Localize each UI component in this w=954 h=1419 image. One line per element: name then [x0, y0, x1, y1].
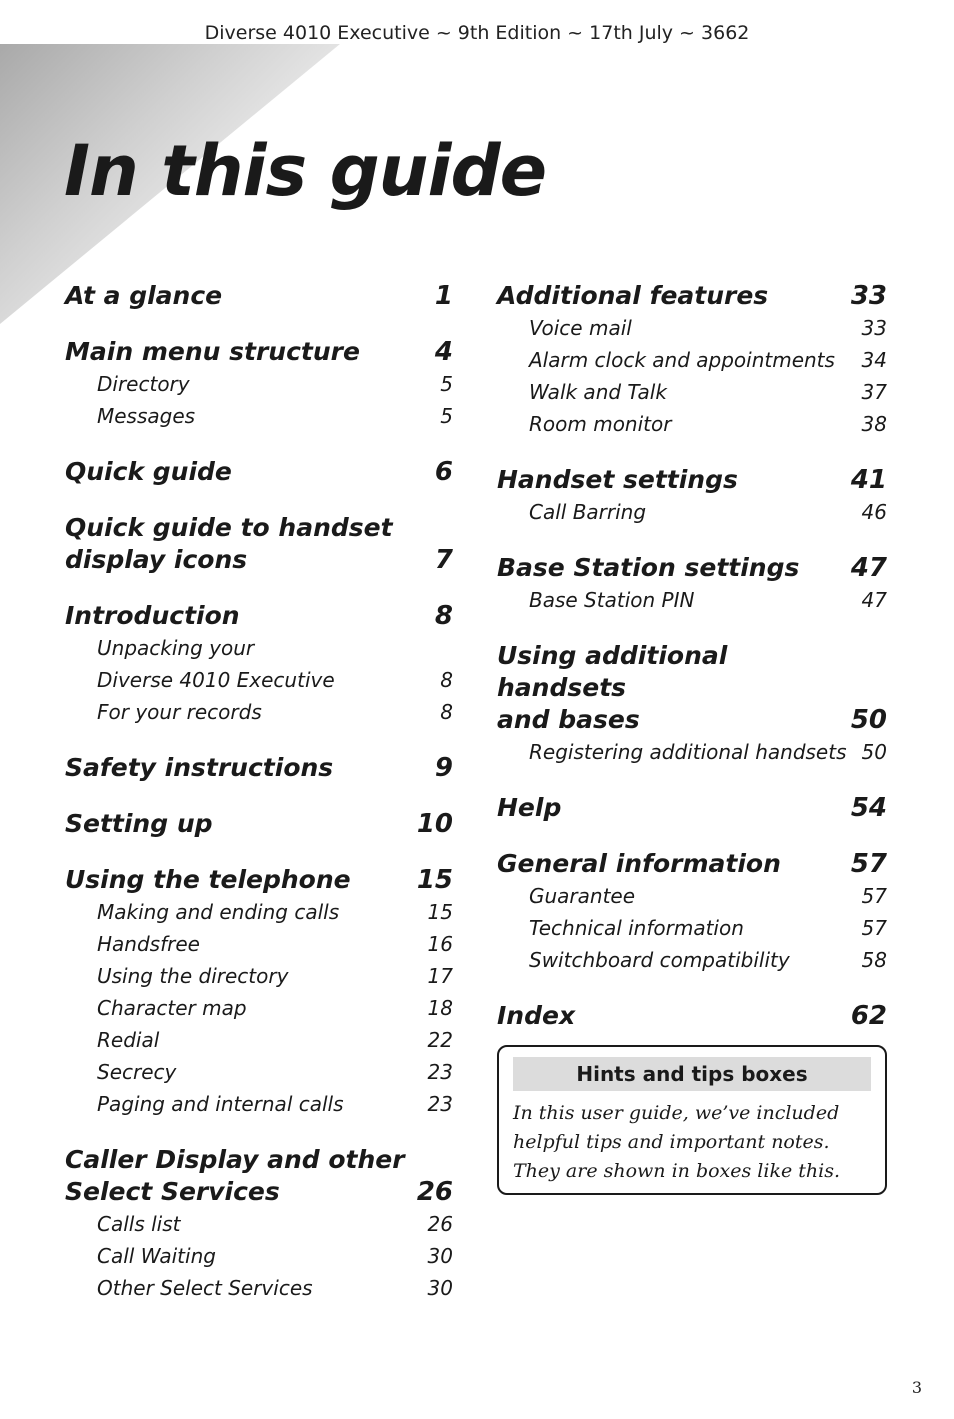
toc-section-title: Setting up [65, 809, 213, 838]
toc-subentry-page: 8 [440, 668, 453, 692]
toc-section [65, 456, 453, 488]
toc-section-title: Caller Display and other Select Services [65, 1145, 405, 1206]
toc-section-title: Index [497, 1001, 576, 1030]
toc-subentry-title: Directory [97, 372, 190, 396]
toc-section-title: Help [497, 793, 562, 822]
toc-section-title: Quick guide [65, 457, 232, 486]
toc-section-page: 50 [850, 705, 887, 735]
toc-subentry-title: Paging and internal calls [97, 1092, 344, 1116]
toc-section-entry[interactable] [497, 1000, 887, 1032]
toc-subentry-page: 8 [440, 700, 453, 724]
toc-section-page: 8 [434, 601, 453, 631]
toc-section [497, 552, 887, 616]
toc-subentry-page: 34 [861, 348, 887, 372]
toc-subentry-title: Alarm clock and appointments [529, 348, 835, 372]
toc-subentry-title: Base Station PIN [529, 588, 695, 612]
toc-subentry[interactable] [497, 408, 887, 440]
toc-subentry-title: Technical information [529, 916, 744, 940]
toc-subentry-page: 16 [427, 932, 453, 956]
toc-subentry-page: 5 [440, 404, 453, 428]
toc-section-page: 4 [434, 337, 453, 367]
toc-section [497, 848, 887, 976]
toc-section-page: 54 [850, 793, 887, 823]
toc-section-entry[interactable] [65, 512, 453, 576]
toc-section-title: Using the telephone [65, 865, 351, 894]
toc-section [65, 336, 453, 432]
toc-subentry-title: Calls list [97, 1212, 181, 1236]
toc-subentry[interactable] [65, 960, 453, 992]
toc-section [497, 280, 887, 440]
toc-subentry[interactable] [65, 1024, 453, 1056]
toc-subentry-title: Call Barring [529, 500, 647, 524]
toc-section-page: 9 [434, 753, 453, 783]
toc-section [65, 280, 453, 312]
toc-subentry-page: 57 [861, 916, 887, 940]
toc-section-entry[interactable] [65, 752, 453, 784]
toc-section-entry[interactable] [65, 808, 453, 840]
toc-subentry-page: 5 [440, 372, 453, 396]
toc-section-entry[interactable] [497, 640, 887, 736]
toc-subentry-title: Registering additional handsets [529, 740, 847, 764]
toc-subentry-page: 23 [427, 1092, 453, 1116]
toc-section-entry[interactable] [65, 864, 453, 896]
toc-section [65, 512, 453, 576]
toc-subentry[interactable] [497, 880, 887, 912]
hints-tips-heading: Hints and tips boxes [513, 1057, 871, 1091]
toc-subentry-page: 30 [427, 1276, 453, 1300]
toc-subentry[interactable] [497, 736, 887, 768]
toc-subentry[interactable] [65, 632, 453, 696]
toc-subentry-title: Switchboard compatibility [529, 948, 790, 972]
toc-section-page: 1 [434, 281, 453, 311]
toc-subentry-title: Redial [97, 1028, 160, 1052]
toc-section-title: Using additional handsets and bases [497, 641, 728, 734]
toc-subentry-title: For your records [97, 700, 262, 724]
toc-section [65, 752, 453, 784]
toc-section [497, 464, 887, 528]
toc-subentry-page: 37 [861, 380, 887, 404]
running-header: Diverse 4010 Executive ~ 9th Edition ~ 17th July ~ 3662 [204, 22, 750, 44]
toc-subentry-page: 22 [427, 1028, 453, 1052]
toc-section-title: Handset settings [497, 465, 738, 494]
toc-subentry-title: Secrecy [97, 1060, 177, 1084]
toc-section-page: 15 [416, 865, 453, 895]
toc-section-entry[interactable] [65, 600, 453, 632]
toc-subentry-title: Call Waiting [97, 1244, 216, 1268]
toc-subentry-title: Room monitor [529, 412, 672, 436]
toc-section-entry[interactable] [65, 336, 453, 368]
toc-subentry-title: Character map [97, 996, 247, 1020]
toc-subentry[interactable] [65, 1056, 453, 1088]
toc-subentry[interactable] [65, 1240, 453, 1272]
toc-right-column [497, 280, 887, 1056]
page-number: 3 [911, 1378, 922, 1397]
toc-section-entry[interactable] [497, 792, 887, 824]
toc-section-page: 26 [416, 1177, 453, 1207]
toc-subentry-page: 26 [427, 1212, 453, 1236]
toc-section-title: Main menu structure [65, 337, 360, 366]
toc-section-entry[interactable] [65, 1144, 453, 1208]
toc-section-page: 62 [850, 1001, 887, 1031]
toc-subentry[interactable] [497, 912, 887, 944]
toc-subentry-page: 18 [427, 996, 453, 1020]
toc-section-page: 7 [434, 545, 453, 575]
toc-section-title: Safety instructions [65, 753, 334, 782]
toc-subentry[interactable] [497, 584, 887, 616]
toc-subentry-title: Walk and Talk [529, 380, 667, 404]
toc-subentry-page: 30 [427, 1244, 453, 1268]
toc-section [497, 640, 887, 768]
toc-subentry-page: 17 [427, 964, 453, 988]
toc-section-page: 41 [850, 465, 887, 495]
toc-section-title: Introduction [65, 601, 240, 630]
toc-section [65, 1144, 453, 1304]
toc-section [497, 1000, 887, 1032]
toc-subentry[interactable] [65, 368, 453, 400]
toc-subentry-page: 33 [861, 316, 887, 340]
toc-section-page: 47 [850, 553, 887, 583]
toc-section-title: Base Station settings [497, 553, 800, 582]
toc-subentry[interactable] [497, 944, 887, 976]
toc-subentry-title: Using the directory [97, 964, 289, 988]
toc-subentry[interactable] [65, 896, 453, 928]
toc-section-page: 6 [434, 457, 453, 487]
toc-subentry[interactable] [65, 400, 453, 432]
toc-section-entry[interactable] [497, 464, 887, 496]
toc-subentry-page: 57 [861, 884, 887, 908]
toc-section [65, 600, 453, 728]
toc-section-entry[interactable] [497, 280, 887, 312]
toc-subentry-title: Handsfree [97, 932, 200, 956]
toc-section-entry[interactable] [497, 848, 887, 880]
toc-section-title: At a glance [65, 281, 223, 310]
toc-section-page: 57 [850, 849, 887, 879]
toc-subentry-title: Making and ending calls [97, 900, 340, 924]
toc-section-entry[interactable] [65, 456, 453, 488]
toc-section [65, 864, 453, 1120]
toc-subentry[interactable] [65, 1272, 453, 1304]
toc-section [497, 792, 887, 824]
toc-section [65, 808, 453, 840]
toc-subentry-page: 23 [427, 1060, 453, 1084]
page-title: In this guide [64, 130, 547, 212]
toc-subentry-page: 46 [861, 500, 887, 524]
toc-subentry[interactable] [497, 312, 887, 344]
toc-subentry[interactable] [65, 928, 453, 960]
toc-section-title: General information [497, 849, 781, 878]
toc-subentry-title: Other Select Services [97, 1276, 313, 1300]
toc-subentry-title: Guarantee [529, 884, 636, 908]
toc-subentry-page: 38 [861, 412, 887, 436]
toc-section-title: Quick guide to handset display icons [65, 513, 393, 574]
toc-section-entry[interactable] [65, 280, 453, 312]
toc-subentry[interactable] [65, 1088, 453, 1120]
toc-subentry[interactable] [65, 696, 453, 728]
toc-section-page: 33 [850, 281, 887, 311]
toc-subentry-page: 47 [861, 588, 887, 612]
hints-tips-body: In this user guide, we’ve included helpful tips and important notes. They are shown in boxes like this. [513, 1102, 840, 1182]
toc-subentry[interactable] [497, 496, 887, 528]
toc-left-column [65, 280, 453, 1328]
toc-subentry[interactable] [65, 992, 453, 1024]
toc-subentry-page: 58 [861, 948, 887, 972]
toc-subentry[interactable] [497, 344, 887, 376]
toc-subentry[interactable] [497, 376, 887, 408]
toc-subentry-title: Messages [97, 404, 196, 428]
toc-subentry-page: 15 [427, 900, 453, 924]
toc-subentry-title: Voice mail [529, 316, 632, 340]
toc-subentry[interactable] [65, 1208, 453, 1240]
toc-section-page: 10 [416, 809, 453, 839]
toc-subentry-page: 50 [861, 740, 887, 764]
toc-section-entry[interactable] [497, 552, 887, 584]
toc-section-title: Additional features [497, 281, 769, 310]
hints-tips-box [497, 1045, 887, 1195]
toc-subentry-title: Unpacking your Diverse 4010 Executive [97, 636, 335, 692]
